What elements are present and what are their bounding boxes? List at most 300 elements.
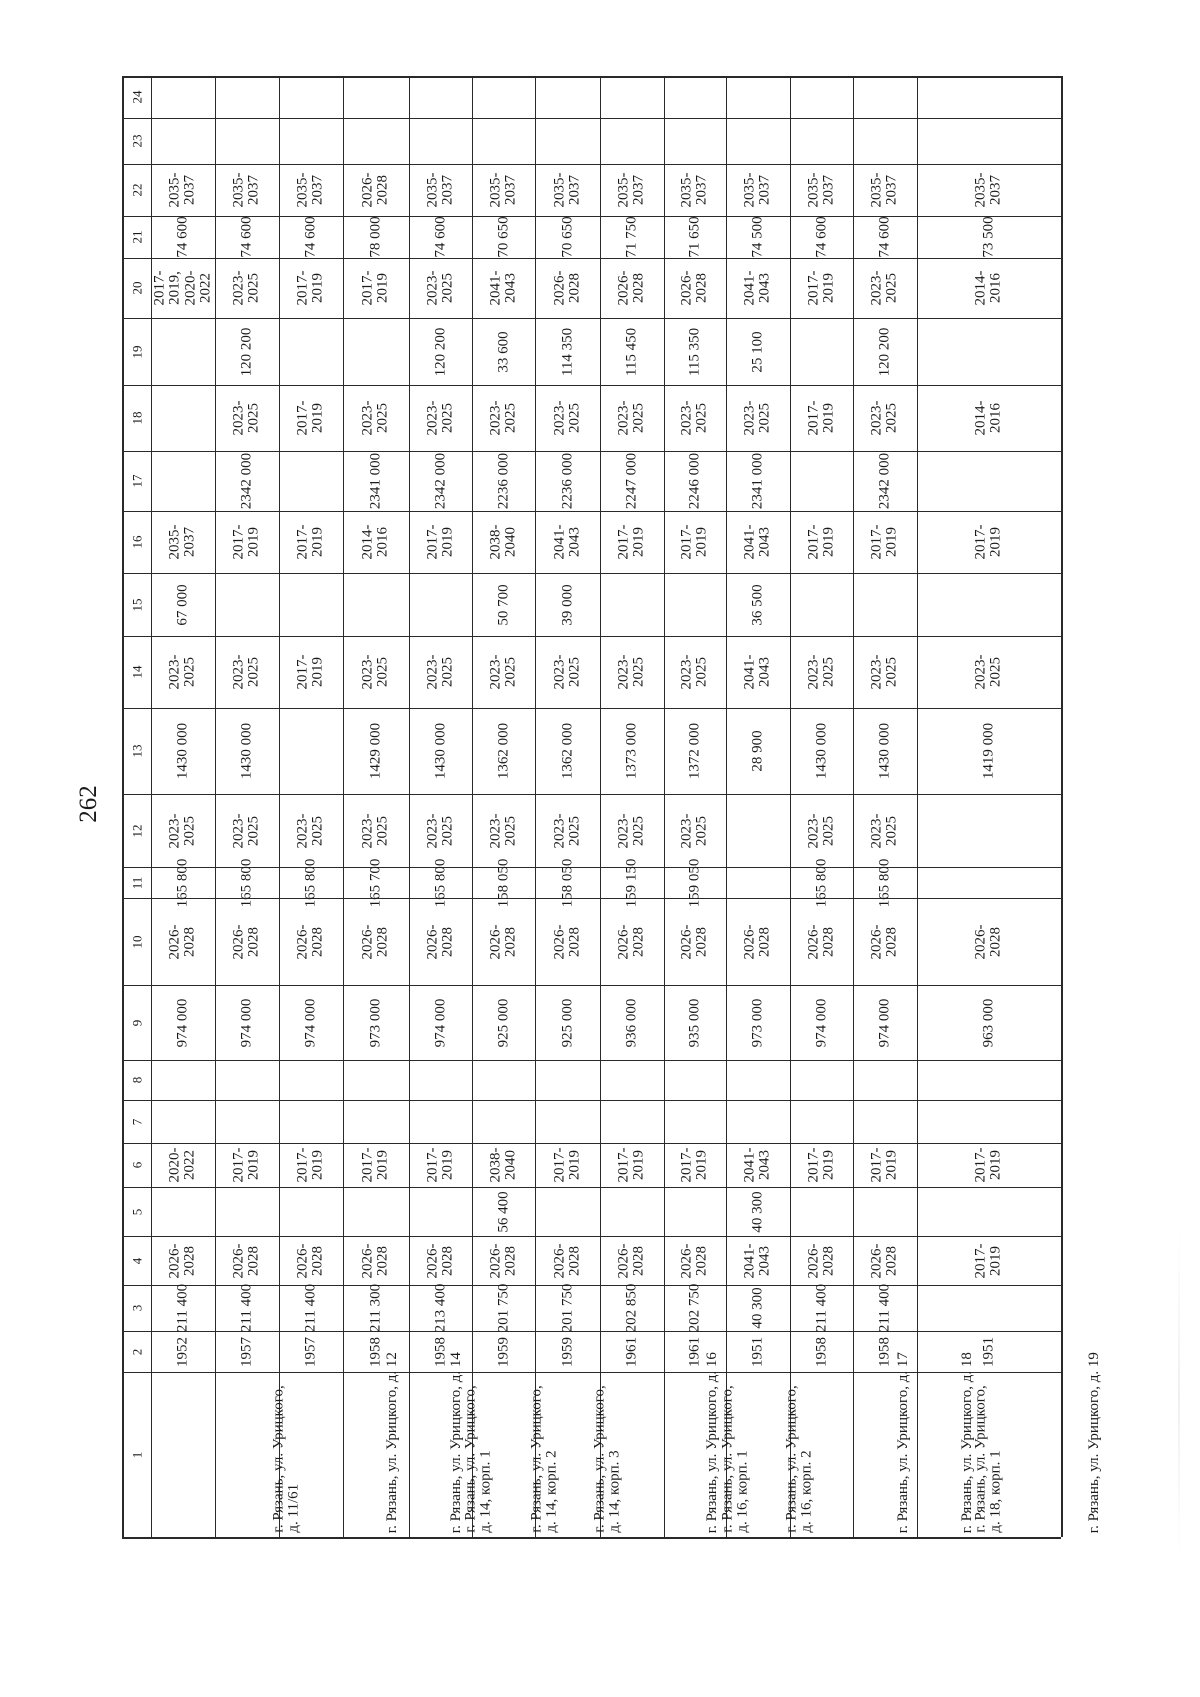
column-header-15-text: 15 [128,598,144,611]
table-cell-text: 74 600 [238,216,255,258]
table-cell-text: 2023- 2025 [487,813,519,848]
table-cell [790,898,853,985]
table-cell [726,898,790,985]
table-cell [279,258,343,318]
table-cell-text: 973 000 [749,998,766,1047]
table-cell [726,258,790,318]
table-cell [535,318,600,385]
column-header-11 [122,867,151,898]
table-cell-text: 28 900 [749,730,766,772]
table-cell [917,985,1061,1060]
table-cell [535,985,600,1060]
table-cell [600,1060,664,1100]
table-cell [917,118,1061,164]
table-cell-text: 2026- 2028 [359,924,391,959]
table-cell [790,636,853,708]
table-cell-text: 78 000 [367,216,384,258]
table-cell [600,164,664,216]
table-cell-text: 56 400 [494,1190,511,1233]
column-header-19-text: 19 [128,345,144,358]
table-cell-text: 973 000 [367,998,384,1047]
table-cell-text: 2017- 2019 [551,1147,583,1183]
table-cell [151,898,215,985]
table-cell [215,76,279,118]
column-header-19 [122,318,151,385]
table-cell-text: 2026- 2028 [166,924,198,959]
table-cell [600,76,664,118]
table-cell [472,1143,535,1187]
table-cell-text: 2026- 2028 [741,924,773,959]
table-cell [151,573,215,636]
table-cell [151,858,215,907]
table-cell [151,1100,215,1143]
column-header-16 [122,511,151,573]
table-cell-text: 159 150 [623,858,640,907]
column-header-22 [122,164,151,216]
table-cell-text: 2023- 2025 [424,654,456,690]
table-cell [790,76,853,118]
table-cell [726,451,790,511]
table-cell-text: 2035- 2037 [678,172,710,208]
address-cell-text: г. Рязань, ул. Урицкого, д. 17 [894,1351,911,1533]
table-cell [664,1236,726,1285]
table-cell [600,1285,664,1331]
table-cell [279,318,343,385]
table-cell-text: 1958 [812,1336,829,1367]
table-cell-text: 2026- 2028 [615,270,647,306]
table-cell-text: 925 000 [558,998,575,1047]
table-cell [215,985,279,1060]
table-cell [343,1060,409,1100]
table-cell [215,858,279,907]
table-cell [600,216,664,258]
table-cell [343,708,409,794]
table-cell-text: 2035- 2037 [424,172,456,208]
table-cell [409,898,472,985]
table-cell-text: 2026- 2028 [678,924,710,959]
table-cell [726,511,790,573]
table-cell [853,118,917,164]
table-cell-text: 2017- 2019 [678,1147,710,1183]
table-cell-text: 2041- 2043 [741,524,773,560]
column-header-9-text: 9 [128,1019,144,1026]
table-cell-text: 74 500 [749,216,766,258]
table-cell-text: 1429 000 [367,722,384,780]
table-cell [409,1285,472,1331]
table-cell [151,1331,215,1372]
column-header-3 [122,1285,151,1331]
table-cell-text: 202 850 [623,1283,640,1333]
table-cell [664,1187,726,1236]
table-cell [215,1143,279,1187]
table-cell-text: 2023- 2025 [972,654,1004,690]
table-cell [215,511,279,573]
table-cell [664,1100,726,1143]
table-cell [726,1060,790,1100]
table-cell [151,318,215,385]
address-cell-text: г. Рязань, ул. Урицкого, д. 16 [703,1351,720,1533]
column-header-21 [122,216,151,258]
table-cell-text: 1958 [431,1336,448,1367]
table-cell [279,1285,343,1331]
column-header-12 [122,794,151,867]
table-cell [151,1060,215,1100]
table-cell [726,1285,790,1331]
table-cell [917,318,1061,385]
table-cell [151,794,215,867]
table-cell [790,1187,853,1236]
table-cell [343,573,409,636]
column-header-1-text: 1 [128,1451,144,1458]
column-header-23 [122,118,151,164]
column-header-10 [122,898,151,985]
table-cell [343,318,409,385]
table-cell-text: 201 750 [494,1283,511,1333]
table-cell [726,385,790,451]
table-cell-text: 2020- 2022 [166,1147,198,1183]
table-cell [917,573,1061,636]
table-cell-text: 2026- 2028 [805,1243,837,1278]
table-cell [215,318,279,385]
table-cell [726,867,790,898]
column-header-22-text: 22 [128,183,144,197]
table-cell-text: 40 300 [749,1190,766,1233]
table-cell [472,794,535,867]
table-cell [535,451,600,511]
column-header-24-text: 24 [128,90,144,104]
table-cell [343,858,409,907]
table-cell-text: 33 600 [494,330,511,373]
table-cell-text: 159 050 [686,858,703,907]
column-header-9 [122,985,151,1060]
table-cell [215,118,279,164]
column-header-13-text: 13 [128,744,144,758]
table-cell [600,898,664,985]
column-header-17 [122,451,151,511]
table-cell-text: 2026- 2028 [294,924,326,959]
table-cell [472,216,535,258]
address-cell-text: г. Рязань, ул. Урицкого, д. 14, корп. 2 [528,1385,561,1533]
table-cell-text: 2035- 2037 [230,172,262,208]
table-cell [472,858,535,907]
table-cell [409,451,472,511]
table-cell-text: 1958 [876,1336,893,1367]
table-cell [790,858,853,907]
column-header-13 [122,708,151,794]
table-cell [790,164,853,216]
table-cell [853,1060,917,1100]
table-cell [535,1143,600,1187]
table-cell-text: 2026- 2028 [359,1243,391,1278]
table-cell-text: 2023- 2025 [166,813,198,848]
table-cell [600,573,664,636]
table-cell [151,1236,215,1285]
table-cell-text: 2023- 2025 [424,813,456,848]
table-cell [151,118,215,164]
table-cell-text: 201 750 [558,1283,575,1333]
table-cell-text: 2247 000 [623,452,640,510]
table-cell [726,118,790,164]
table-cell [790,985,853,1060]
table-cell [853,636,917,708]
table-cell [409,385,472,451]
table-cell [664,216,726,258]
table-cell [535,1100,600,1143]
table-cell-text: 2023- 2025 [487,400,519,436]
column-header-8-text: 8 [128,1076,144,1084]
table-cell-text: 1959 [558,1336,575,1367]
table-cell [279,118,343,164]
table-cell [726,794,790,867]
table-cell [343,1187,409,1236]
table-cell-text: 2023- 2025 [230,813,262,848]
table-cell-text: 1362 000 [494,722,511,780]
table-cell [726,636,790,708]
table-cell-text: 2023- 2025 [359,813,391,848]
table-cell [664,385,726,451]
table-cell [215,636,279,708]
table-cell-text: 2023- 2025 [551,813,583,848]
table-cell-text: 2026- 2028 [551,270,583,306]
table-cell [472,385,535,451]
column-header-18 [122,385,151,451]
column-header-20-text: 20 [128,281,144,295]
table-cell [409,708,472,794]
table-cell [472,318,535,385]
table-cell-text: 2023- 2025 [615,813,647,848]
column-header-7 [122,1100,151,1143]
table-cell-text: 963 000 [980,998,997,1047]
table-cell [664,318,726,385]
table-cell [215,1100,279,1143]
table-cell-text: 2023- 2025 [230,654,262,690]
table-cell [726,1236,790,1285]
address-cell-text: г. Рязань, ул. Урицкого, д. 19 [1085,1351,1102,1533]
table-cell-text: 2023- 2025 [678,813,710,848]
table-cell-text: 2017- 2019 [615,1147,647,1183]
table-cell [853,216,917,258]
table-cell-text: 2035- 2037 [615,172,647,208]
table-cell-text: 2342 000 [238,452,255,510]
table-cell-text: 165 800 [812,858,829,907]
table-cell-text: 2023- 2025 [359,654,391,690]
table-cell-text: 974 000 [302,998,319,1047]
table-cell [600,318,664,385]
table-cell-text: 2041- 2043 [487,270,519,306]
table-cell [917,794,1061,867]
table-cell-text: 2023- 2025 [230,400,262,436]
table-cell [535,636,600,708]
table-cell [343,511,409,573]
address-cell [600,1372,752,1537]
table-cell-text: 1958 [367,1336,384,1367]
table-cell-text: 2041- 2043 [741,654,773,690]
table-cell-text: 2041- 2043 [741,1147,773,1183]
table-cell-text: 115 450 [623,327,640,376]
table-cell [917,898,1061,985]
table-cell [215,1331,279,1372]
table-cell [790,1285,853,1331]
table-cell-text: 2035- 2037 [972,172,1004,208]
table-cell [790,708,853,794]
table-cell [409,1143,472,1187]
address-cell-text: г. Рязань, ул. Урицкого, д. 11/61 [270,1385,303,1533]
table-cell [917,164,1061,216]
table-cell [726,318,790,385]
table-cell [917,258,1061,318]
page-number: 262 [75,785,102,823]
table-cell [279,1100,343,1143]
table-cell-text: 74 600 [431,216,448,258]
column-header-3-text: 3 [128,1304,144,1312]
table-cell-text: 74 600 [302,216,319,258]
table-cell [279,636,343,708]
table-cell [279,1143,343,1187]
table-cell [151,1143,215,1187]
table-cell [664,164,726,216]
table-cell [279,794,343,867]
table-cell-text: 2023- 2025 [868,654,900,690]
table-cell [215,1187,279,1236]
table-cell [853,451,917,511]
table-cell-text: 2023- 2025 [868,400,900,436]
table-cell [409,1187,472,1236]
table-cell [600,1187,664,1236]
column-header-21-text: 21 [128,230,144,244]
table-cell-text: 2035- 2037 [805,172,837,208]
table-cell [151,216,215,258]
table-cell [279,385,343,451]
table-cell-text: 1362 000 [558,722,575,780]
table-cell-text: 2023- 2025 [868,813,900,848]
table-cell [664,1060,726,1100]
table-cell [343,76,409,118]
table-cell [279,985,343,1060]
table-cell-text: 974 000 [431,998,448,1047]
table-cell [726,573,790,636]
table-cell-text: 1951 [749,1336,766,1367]
table-cell [215,708,279,794]
table-cell-text: 2026- 2028 [551,924,583,959]
table-cell-text: 1957 [302,1336,319,1367]
table-cell [853,385,917,451]
table-cell [726,216,790,258]
column-header-15 [122,573,151,636]
table-cell [472,258,535,318]
table-cell [279,1331,343,1372]
address-cell-text: г. Рязань, ул. Урицкого, д. 18 [958,1351,975,1533]
table-cell [790,794,853,867]
table-cell [409,1100,472,1143]
table-cell [664,258,726,318]
table-cell [535,511,600,573]
table-cell [343,636,409,708]
table-cell [472,1236,535,1285]
table-cell [664,636,726,708]
table-cell-text: 74 600 [876,216,893,258]
table-cell [151,985,215,1060]
table-cell-text: 2023- 2025 [615,400,647,436]
table-cell [472,164,535,216]
table-cell [535,1187,600,1236]
column-header-20 [122,258,151,318]
table-cell-text: 2017- 2019 [294,524,326,560]
table-cell [409,258,472,318]
table-cell [409,164,472,216]
table-horizontal-rule [122,1537,1061,1539]
table-cell-text: 2026- 2028 [972,924,1004,959]
table-cell [472,1187,535,1236]
table-cell [726,1187,790,1236]
table-cell [343,898,409,985]
table-cell [343,1100,409,1143]
table-cell-text: 2014- 2016 [972,400,1004,436]
table-cell [409,636,472,708]
table-cell [917,1060,1061,1100]
table-cell-text: 2023- 2025 [868,270,900,306]
table-cell [343,1285,409,1331]
table-cell-text: 211 400 [812,1283,829,1333]
table-cell [853,1100,917,1143]
table-cell [472,1285,535,1331]
table-cell-text: 2017- 2019 [972,524,1004,560]
table-cell [917,76,1061,118]
table-cell [215,573,279,636]
table-cell [535,858,600,907]
table-cell-text: 1959 [494,1336,511,1367]
table-cell [343,794,409,867]
table-cell [279,1187,343,1236]
table-cell-text: 213 400 [431,1283,448,1333]
table-cell-text: 2023- 2025 [678,654,710,690]
column-header-24 [122,76,151,118]
table-cell-text: 2017- 2019 [230,524,262,560]
table-cell [726,76,790,118]
table-cell [917,1187,1061,1236]
table-cell-text: 2017- 2019 [972,1147,1004,1183]
table-cell-text: 2026- 2028 [805,924,837,959]
table-cell-text: 71 650 [686,216,703,258]
table-cell-text: 2017- 2019 [294,654,326,690]
table-cell [790,385,853,451]
table-cell [409,216,472,258]
table-cell [664,451,726,511]
table-cell-text: 2023- 2025 [230,270,262,306]
table-cell [215,385,279,451]
table-cell [600,1143,664,1187]
table-cell [409,573,472,636]
address-cell [343,1372,495,1537]
table-cell [917,1331,1061,1372]
table-cell [664,573,726,636]
table-cell-text: 2041- 2043 [741,1243,773,1278]
table-cell [600,1331,664,1372]
table-cell-text: 1419 000 [980,722,997,780]
column-header-5 [122,1187,151,1236]
table-cell [535,164,600,216]
table-cell [853,1285,917,1331]
table-cell [917,708,1061,794]
table-cell [409,1060,472,1100]
column-header-6-text: 6 [128,1161,144,1169]
table-cell-text: 165 800 [302,858,319,907]
table-cell [600,708,664,794]
table-cell [535,76,600,118]
table-cell-text: 120 200 [431,327,448,376]
table-cell [726,708,790,794]
table-cell-text: 2017- 2019 [805,1147,837,1183]
table-cell [853,1331,917,1372]
